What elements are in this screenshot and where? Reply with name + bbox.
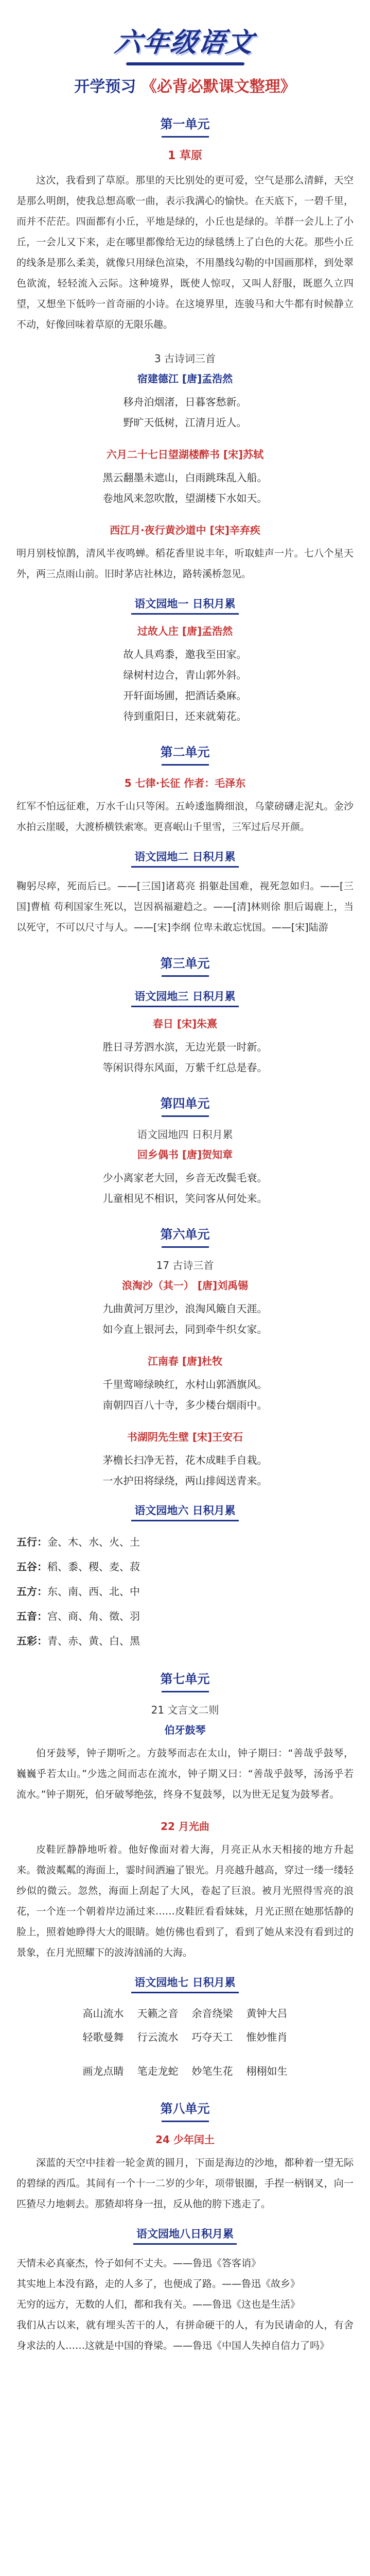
poem-title: 江南春 [唐]杜牧 [147,1355,223,1367]
phrase: 行云流水 [137,2031,179,2043]
poem-line: 移舟泊烟渚，日暮客愁新。 [123,396,247,408]
brand-logo: 六年级语文 [113,27,256,58]
garden2-heading [0,849,370,868]
poem-text: 明月别枝惊鹊，清风半夜鸣蝉。稻花香里说丰年，听取蛙声一片。七八个星天外，两三点雨山前。旧时茅店社林边，路转溪桥忽见。 [16,548,354,580]
quote-item: 其实地上本没有路，走的人多了，也便成了路。——鲁迅《故乡》 [16,2278,301,2290]
unit4-heading-underline [162,1115,209,1117]
list-item-label: 五方： [16,1585,47,1598]
lesson-text-yueguangqu: 皮鞋匠静静地听着。他好像面对着大海，月亮正从水天相接的地方升起来。微波粼粼的海面上，霎时间洒遍了银光。月亮越升越高，穿过一缕一缕轻纱似的微云。忽然，海面上刮起了大风，卷起了巨浪。被月光照得雪亮的浪花，一个连一个朝着岸边涌过来……皮鞋匠看看妹妹，月光正照在她那恬静的脸上，照着她睁得大大的眼睛。她仿佛也看到了，看到了她从来没有看到过的景象，在月光照耀下的波涛汹涌的大海。 [16,1844,354,1958]
garden2-heading-text: 语文园地二 日积月累 [131,849,238,868]
phrase: 天籁之音 [137,2007,179,2020]
list-item-value: 稻、黍、稷、麦、菽 [47,1561,140,1573]
unit1-heading [0,114,370,138]
phrase-row [0,2059,370,2083]
garden8-heading-text: 语文园地八日积月累 [133,2226,237,2245]
unit1-heading-text: 第一单元 [160,117,210,131]
list-item-label: 五彩： [16,1635,47,1647]
lesson-text-caoyuan: 这次，我看到了草原。那里的天比别处的更可爱，空气是那么清鲜，天空是那么明朗，使我总想高歌一曲，表示我满心的愉快。在天底下，一碧千里，而并不茫茫。四面都有小丘，平地是绿的，小丘也是绿的。羊群一会儿上了小丘，一会儿又下来，走在哪里都像给无边的绿毯绣上了白色的大花。那些小丘的线条是那么柔美，就像只用绿色渲染，不用墨线勾勒的中国画那样，到处翠色欲流，轻轻流入云际。这种境界，既使人惊叹，又叫人舒服，既愿久立四望，又想坐下低吟一首奇丽的小诗。在这境界里，连骏马和大牛都有时候静立不动，好像回味着草原的无限乐趣。 [16,175,354,330]
lesson-title-yueguangqu: 22 月光曲 [161,1820,209,1833]
unit4-heading-text: 第四单元 [160,1096,210,1111]
lesson-title-changzheng: 5 七律·长征 作者：毛泽东 [124,777,246,789]
garden3-heading [0,988,370,1007]
poem-title: 书湖阴先生壁 [宋]王安石 [127,1431,243,1443]
unit1-heading-underline [162,136,209,138]
unit3-heading-text: 第三单元 [160,956,210,971]
phrase: 妙笔生花 [191,2065,233,2077]
poem-line: 九曲黄河万里沙，浪淘风簸自天涯。 [102,1302,268,1315]
list-item-value: 青、赤、黄、白、黑 [47,1635,140,1647]
phrase: 惟妙惟肖 [246,2031,288,2043]
story-text: 伯牙鼓琴，钟子期听之。方鼓琴而志在太山，钟子期曰：“善哉乎鼓琴，巍巍乎若太山。”少选之间而志在流水，钟子期又曰：“善哉乎鼓琴，汤汤乎若流水。”钟子期死，伯牙破琴绝弦，终身不复鼓琴，以为世无足复为鼓琴者。 [16,1748,354,1800]
garden7-heading-text: 语文园地七 日积月累 [131,1974,238,1993]
list-item-label: 五音： [16,1610,47,1622]
phrase: 高山流水 [82,2007,124,2020]
poem-line: 南朝四百八十寺，多少楼台烟雨中。 [102,1399,268,1411]
poem-line: 儿童相见不相识，笑问客从何处来。 [102,1192,268,1205]
poem-line: 待到重阳日，还来就菊花。 [123,710,247,722]
lesson-title-wenyan: 21 文言文二则 [151,1704,219,1716]
poem-title: 六月二十七日望湖楼醉书 [宋]苏轼 [106,448,264,461]
unit8-heading-text: 第八单元 [160,2102,210,2116]
list-item-value: 宫、商、角、徵、羽 [47,1610,140,1622]
unit6-heading-underline [162,1246,209,1248]
garden3-heading-text: 语文园地三 日积月累 [131,988,238,1007]
poem-line: 胜日寻芳泗水滨，无边光景一时新。 [102,1041,268,1053]
poem-line: 绿树村边合，青山郭外斜。 [123,669,247,681]
unit3-heading [0,953,370,977]
brand-underline [126,62,244,65]
poem-line: 黑云翻墨未遮山，白雨跳珠乱入船。 [102,471,268,484]
lesson-title-runtu: 24 少年闰土 [155,2133,215,2146]
lesson-title-poems: 17 古诗三首 [156,1259,214,1272]
garden1-heading [0,596,370,615]
list-item [0,1604,370,1629]
unit6-heading-text: 第六单元 [160,1227,210,1242]
poem-line: 茅檐长扫净无苔，花木成畦手自栽。 [102,1454,268,1466]
unit2-heading-text: 第二单元 [160,745,210,759]
phrase: 巧夺天工 [191,2031,233,2043]
poem-line: 千里莺啼绿映红，水村山郭酒旗风。 [102,1378,268,1391]
list-item-value: 东、南、西、北、中 [47,1585,140,1598]
unit2-heading [0,742,370,766]
unit3-heading-underline [162,975,209,977]
garden6-heading-text: 语文园地六 日积月累 [131,1502,238,1521]
unit8-heading-underline [162,2121,209,2122]
quote-item: 天情未必真豪杰，怜子如何不丈夫。——鲁迅《答客诮》 [16,2258,261,2269]
phrase: 黄钟大吕 [246,2007,288,2020]
quote-item: 无穷的远方，无数的人们，都和我有关。——鲁迅《这也是生活》 [16,2299,301,2310]
poem-line: 一水护田将绿绕，两山排闼送青来。 [102,1475,268,1487]
poem-title: 浪淘沙（其一） [唐]刘禹锡 [121,1279,249,1292]
garden4-heading: 语文园地四 日积月累 [137,1128,233,1141]
poem-line: 卷地风来忽吹散，望湖楼下水如天。 [102,492,268,504]
story-title: 伯牙鼓琴 [164,1724,206,1736]
brand-header [0,0,370,70]
list-item-value: 金、木、水、火、土 [47,1536,140,1548]
phrase-row [0,2025,370,2049]
unit7-heading [0,1669,370,1692]
phrase-row [0,2002,370,2025]
list-item [0,1579,370,1604]
poem-title: 西江月·夜行黄沙道中 [宋]辛弃疾 [110,524,260,536]
poem-line: 如今直上银河去，同到牵牛织女家。 [102,1323,268,1335]
poem-title: 宿建德江 [唐]孟浩然 [137,372,233,385]
unit4-heading [0,1093,370,1117]
unit7-heading-underline [162,1691,209,1692]
list-item [0,1530,370,1554]
poem-title: 回乡偶书 [唐]贺知章 [137,1148,233,1161]
phrase: 余音绕梁 [191,2007,233,2020]
garden2-text: 鞠躬尽瘁，死而后已。——[三国]诸葛亮 捐躯赴国难，视死忽如归。——[三国]曹植 苟利国家生死以，岂因祸福避趋之。——[清]林则徐 胆后谒鹿上，当以死守，不可以尺寸与人。——[宋]李纲 位卑未敢忘忧国。——[宋]陆游 [16,880,354,933]
garden6-heading [0,1502,370,1521]
lesson-text-changzheng: 红军不怕远征难，万水千山只等闲。五岭逶迤腾细浪，乌蒙磅礴走泥丸。金沙水拍云崖暖，大渡桥横铁索寒。更喜岷山千里雪，三军过后尽开颜。 [16,801,354,833]
lesson-title-poems: 3 古诗词三首 [154,352,216,365]
page-title-highlight: 《必背必默课文整理》 [141,78,296,96]
poem-line: 野旷天低树，江清月近人。 [123,416,247,429]
garden1-heading-text: 语文园地一 日积月累 [131,596,238,615]
poem-line: 开轩面场圃，把酒话桑麻。 [123,689,247,702]
list-item [0,1554,370,1579]
page-title-prefix: 开学预习 [74,78,136,96]
phrase: 笔走龙蛇 [137,2065,179,2077]
unit7-heading-text: 第七单元 [160,1672,210,1686]
poem-line: 少小离家老大回，乡音无改鬓毛衰。 [102,1172,268,1184]
phrase: 栩栩如生 [246,2065,288,2077]
garden8-heading [0,2226,370,2245]
list-item-label: 五谷： [16,1561,47,1573]
phrase: 轻歌曼舞 [82,2031,124,2043]
page-title [0,74,370,96]
lesson-title-caoyuan: 1 草原 [168,149,202,162]
poem-line: 等闲识得东风面，万紫千红总是春。 [102,1061,268,1074]
quote-item: 我们从古以来，就有埋头苦干的人，有拼命硬干的人，有为民请命的人，有舍身求法的人……这就是中国的脊梁。——鲁迅《中国人失掉自信力了吗》 [16,2319,354,2351]
garden7-heading [0,1974,370,1993]
list-item [0,1629,370,1653]
unit6-heading [0,1224,370,1248]
unit2-heading-underline [162,764,209,766]
lesson-text-runtu: 深蓝的天空中挂着一轮金黄的圆月，下面是海边的沙地，都种着一望无际的碧绿的西瓜。其间有一个十一二岁的少年，项带银圈，手捏一柄钢叉，向一匹猹尽力地刺去。那猹却将身一扭，反从他的胯下逃走了。 [16,2157,354,2210]
poem-title: 春日 [宋]朱熹 [152,1018,218,1030]
poem-line: 故人具鸡黍，邀我至田家。 [123,648,247,660]
unit8-heading [0,2098,370,2122]
list-item-label: 五行： [16,1536,47,1548]
poem-title: 过故人庄 [唐]孟浩然 [137,625,233,637]
phrase: 画龙点睛 [82,2065,124,2077]
